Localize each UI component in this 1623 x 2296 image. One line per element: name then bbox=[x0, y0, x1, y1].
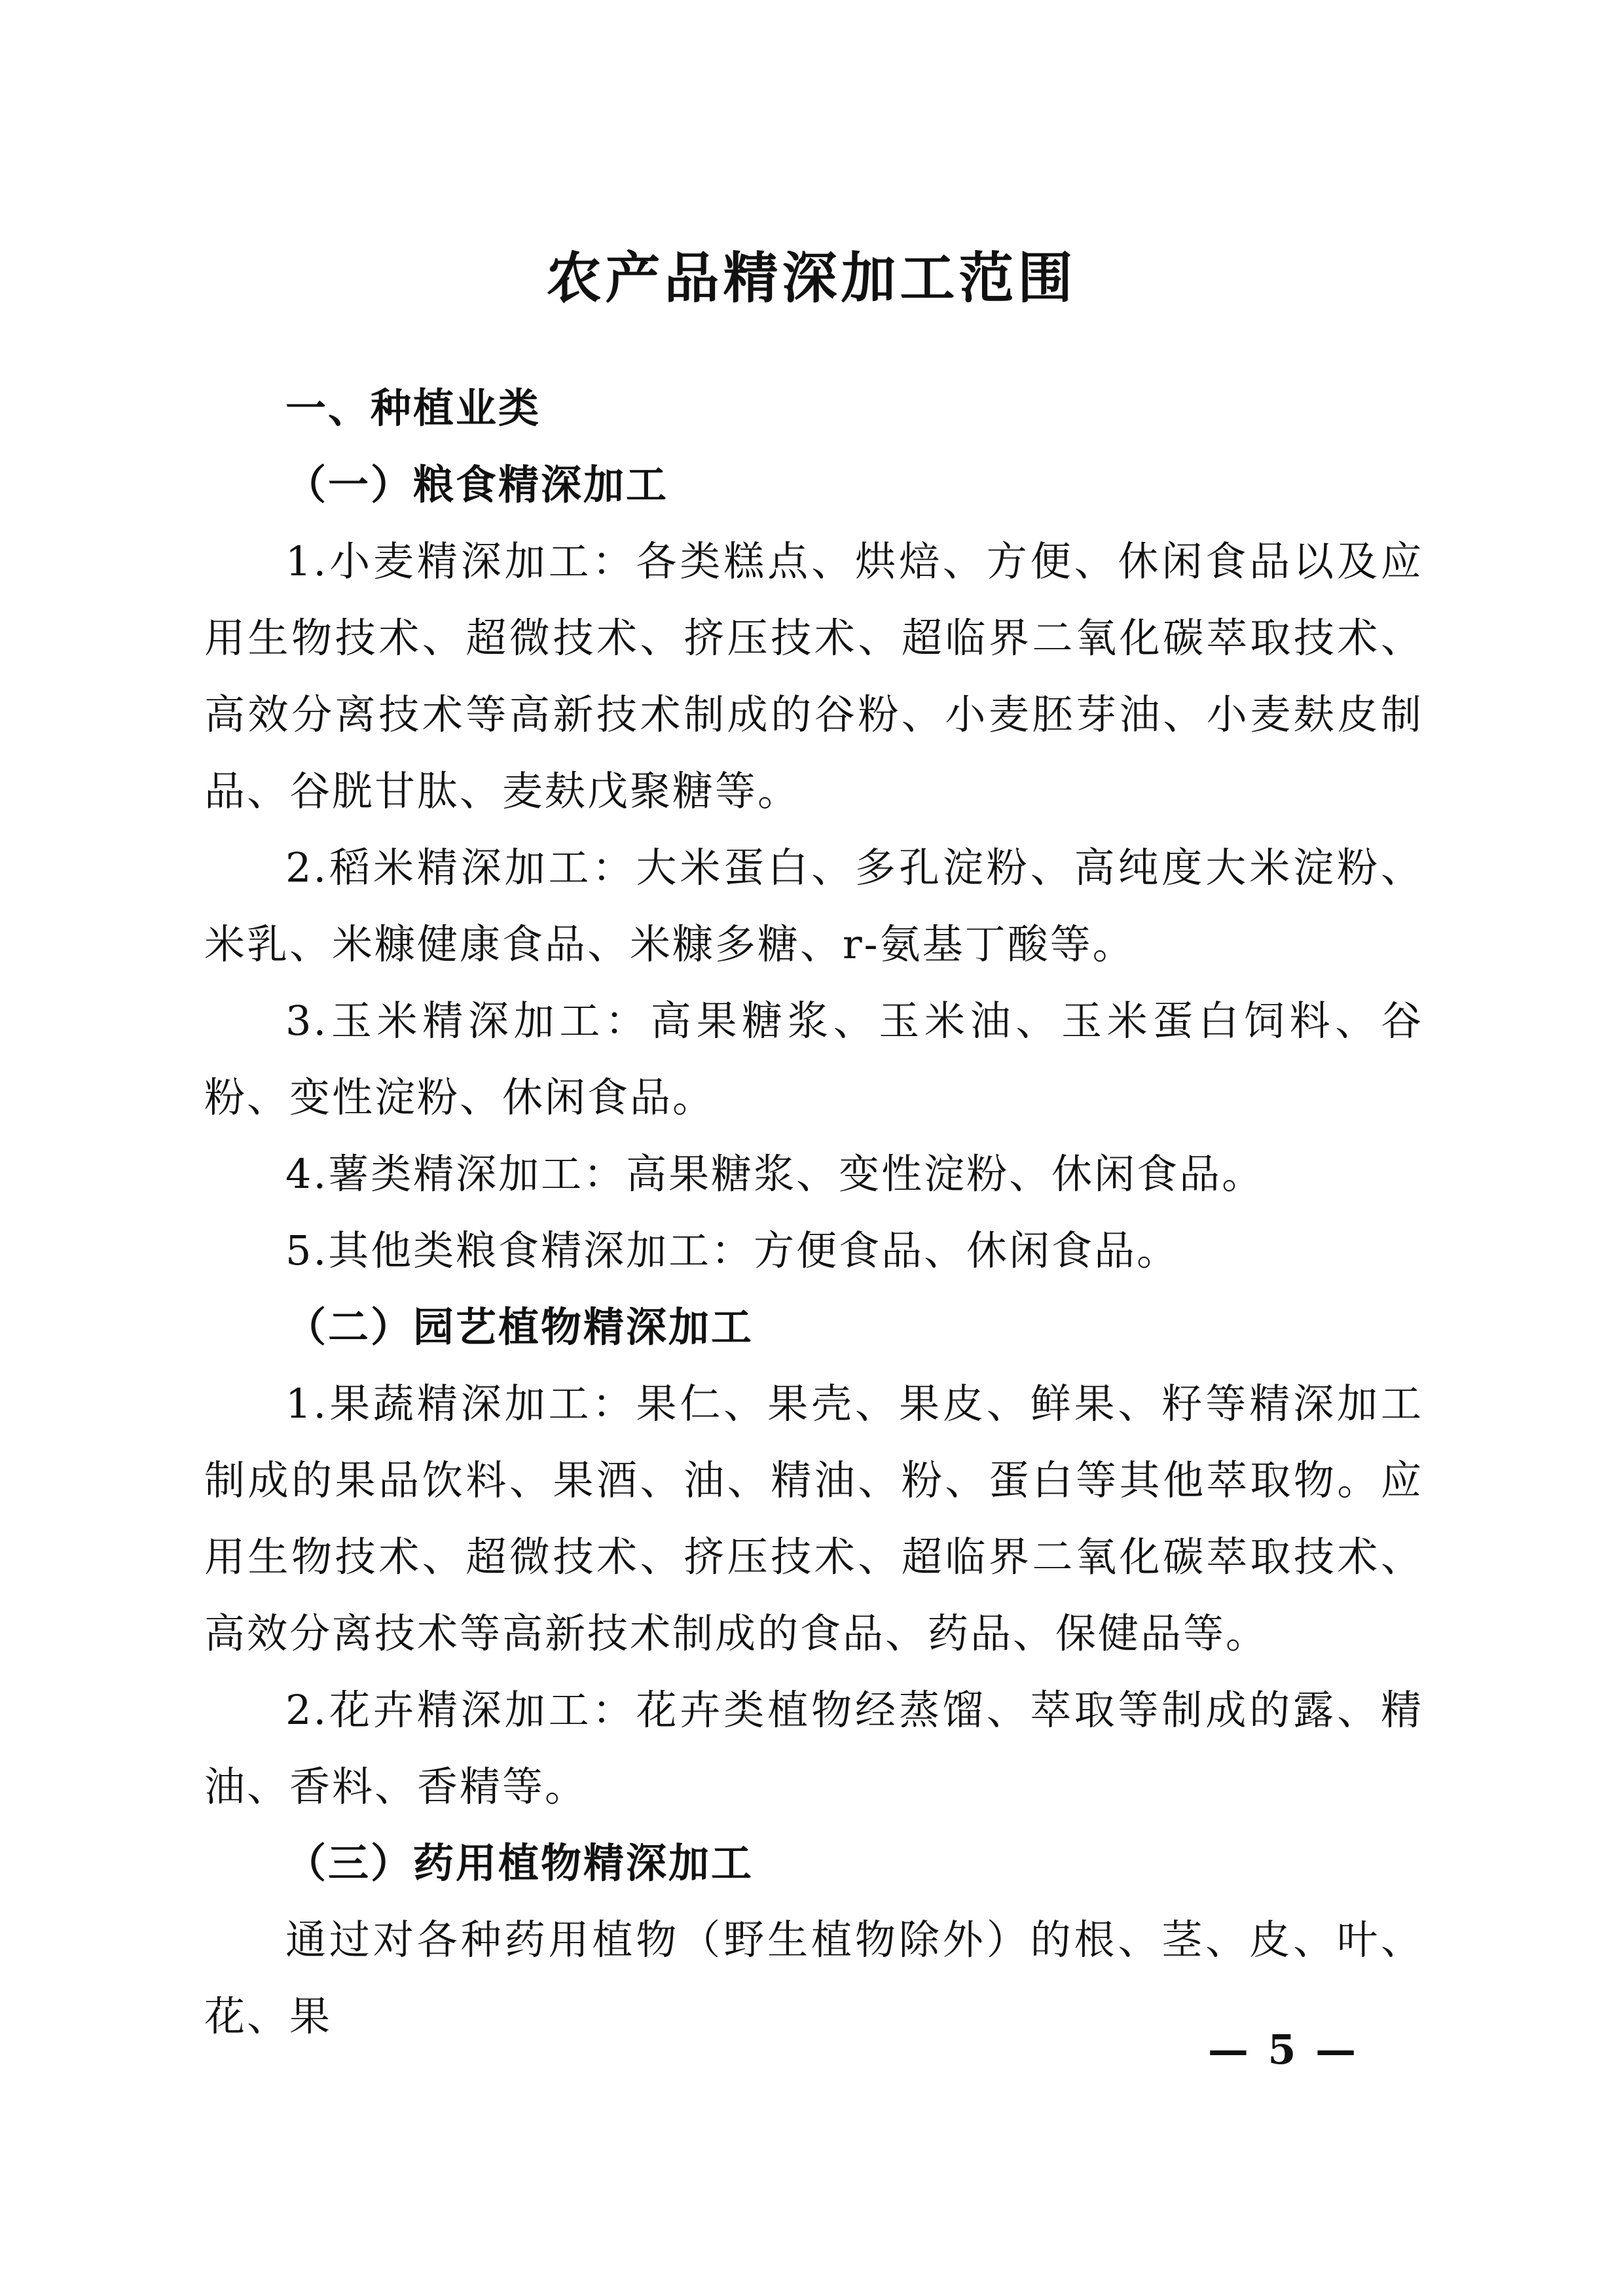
subsection-heading-horticulture: （二）园艺植物精深加工 bbox=[285, 1303, 754, 1351]
document-title: 农产品精深加工范围 bbox=[546, 245, 1077, 310]
paragraph-medicinal: 通过对各种药用植物（野生植物除外）的根、茎、皮、叶、花、果 bbox=[204, 1916, 1423, 2040]
paragraph-potato: 4.薯类精深加工：高果糖浆、变性淀粉、休闲食品。 bbox=[285, 1150, 1265, 1198]
document-body bbox=[204, 370, 1423, 2054]
paragraph-wheat: 1.小麦精深加工：各类糕点、烘焙、方便、休闲食品以及应用生物技术、超微技术、挤压技术、超临界二氧化碳萃取技术、高效分离技术等高新技术制成的谷粉、小麦胚芽油、小麦麸皮制品、谷胱甘肽、麦麸戊聚糖等。 bbox=[204, 537, 1423, 815]
subsection-heading-grain: （一）粮食精深加工 bbox=[285, 461, 669, 509]
paragraph-flower: 2.花卉精深加工：花卉类植物经蒸馏、萃取等制成的露、精油、香料、香精等。 bbox=[204, 1686, 1423, 1810]
page-number: — 5 — bbox=[1207, 2026, 1359, 2073]
paragraph-corn: 3.玉米精深加工：高果糖浆、玉米油、玉米蛋白饲料、谷粉、变性淀粉、休闲食品。 bbox=[204, 997, 1423, 1121]
paragraph-fruit-vegetable: 1.果蔬精深加工：果仁、果壳、果皮、鲜果、籽等精深加工制成的果品饮料、果酒、油、精油、粉、蛋白等其他萃取物。应用生物技术、超微技术、挤压技术、超临界二氧化碳萃取技术、高效分离技术等高新技术制成的食品、药品、保健品等。 bbox=[204, 1380, 1423, 1657]
paragraph-rice: 2.稻米精深加工：大米蛋白、多孔淀粉、高纯度大米淀粉、米乳、米糠健康食品、米糠多糖、r-氨基丁酸等。 bbox=[204, 844, 1423, 968]
paragraph-other-grain: 5.其他类粮食精深加工：方便食品、休闲食品。 bbox=[285, 1227, 1180, 1274]
section-heading-planting: 一、种植业类 bbox=[285, 384, 541, 432]
subsection-heading-medicinal: （三）药用植物精深加工 bbox=[285, 1839, 754, 1887]
